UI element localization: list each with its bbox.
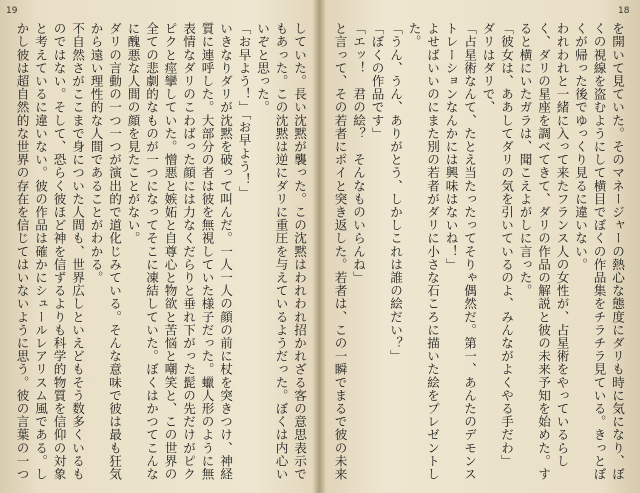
left-page-number: 19: [6, 6, 18, 16]
left-page-body: していた。長い沈黙が襲った。この沈黙はわれわれ招かれざる客の意思表示でもあった。この沈黙は逆にダリに重圧を与えているようだった。ぼくは内心いいぞと思った。 「お早よう！」「お早よう！」 いきなりダリが沈黙を破って叫んだ。一人一人の顔の前に杖を突きつけ、神経質に連呼した。大部分の者は彼を無視していた様子だった。蠟人形のように無表情なダリのこわばった顔には力なくだらりと垂れ下がった髭の先だけがピクピクと痙攣していた。憎悪と嫉妬と自尊心と物欲と苦悩と嘲笑と、この世界の全ての悲劇的なものが一つになってそこに凍結していた。ぼくはかつてこんなに醜悪な人間の顔を見たことがない。 ダリの言動の一つ一つが演出的で道化じみている。そんな意味で彼は最も狂気から遠い理性的な人間であることがわかる。 不自然さがここまで身についた人間も、世界広しといえどもそう数多くいるものではない。そして、恐らく彼ほど神を信ずるよりも科学的物質を信仰の対象と考えているに違いない。彼の作品は確かにシュールレアリスム風である。しかし彼は超自然的な世界の存在を信じてはいないように思う。彼の言葉の一つ: [14, 22, 307, 481]
right-page-number: 18: [618, 6, 630, 16]
left-page-text: [12, 22, 308, 482]
book-gutter: [312, 0, 326, 493]
right-page-text: [330, 22, 626, 482]
right-page-body: を開いて見ていた。そのマネージャーの熱心な態度にダリも時に気になり、ぼくの視線を盗むようにして横目でぼくの作品集をチラチラ見ている。きっとぼくが帰った後でゆっくり見るに違いない。 われわれと一緒に入って来たフランス人の女性が、占星術をやっているらしく、ダリの星座を調べてきて、ダリの作品の解説と彼の未来予知を始めた。すると横にいたガラは、聞こえよがしに言った。 「彼女は、ああしてダリの気を引いているのよ、みんながよくやる手だわ」 ダリはダリで、 「占星術なんて、たとえ当たったってそりゃ偶然だ。第一、あんたのデモンストレーションなんかには興味はないね！」 よせばいいのにまた別の若者がダリに小さな石ころに描いた絵をプレゼントした。 「うん、うん、ありがとう、しかしこれは誰の絵だい？」 「ぼくの作品です」 「エッ！ 君の絵？ そんなものいらんね」 と言って、その若者にポイと突き返した。若者は、この一瞬でまるで彼の未来: [332, 22, 625, 481]
